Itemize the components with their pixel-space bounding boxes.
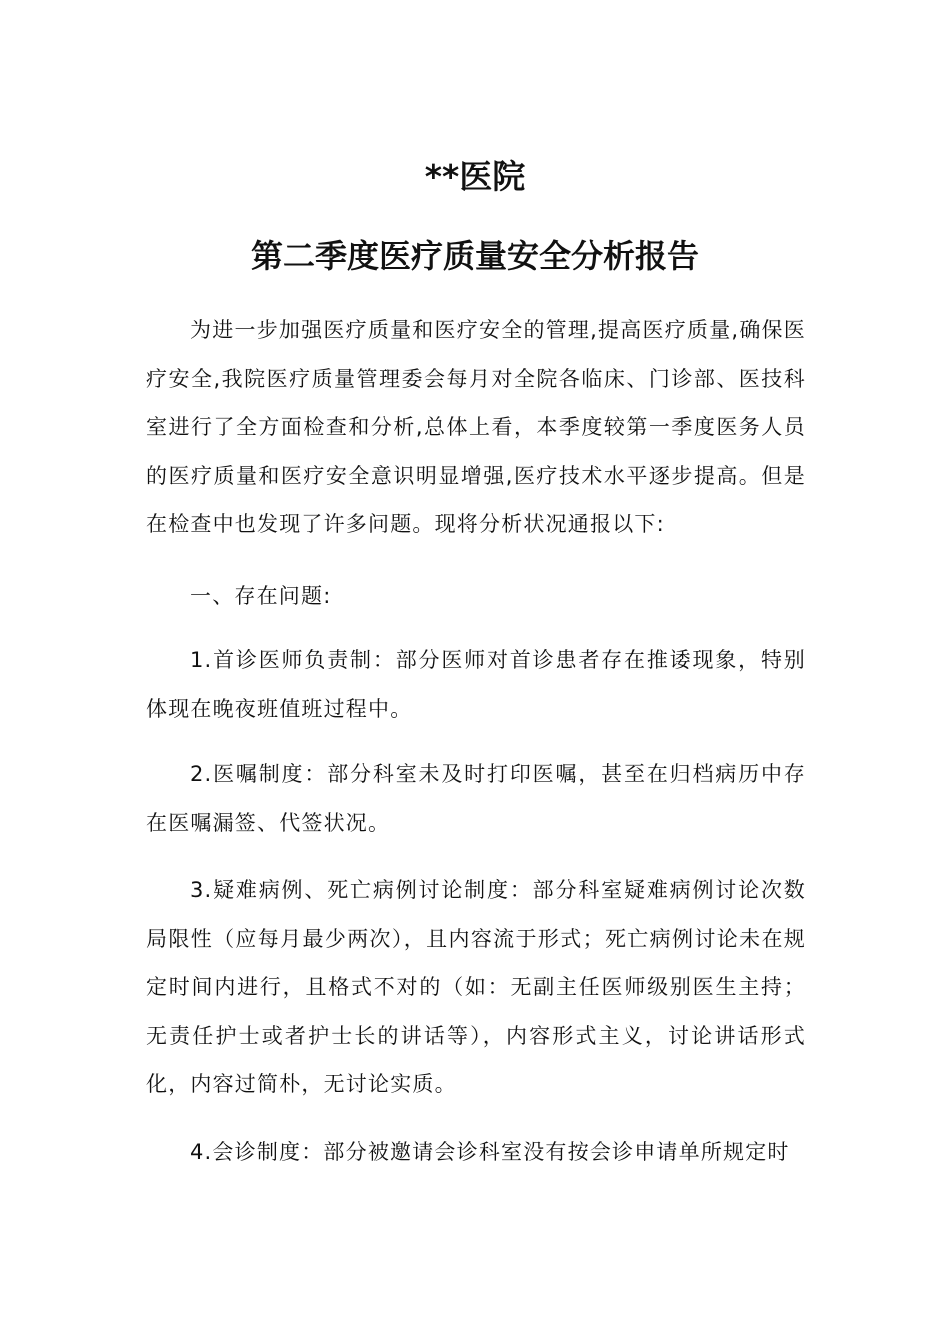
report-title: 第二季度医疗质量安全分析报告	[250, 237, 699, 275]
issue-item-1: 1.首诊医师负责制：部分医师对首诊患者存在推诿现象，特别体现在晚夜班值班过程中。	[146, 648, 806, 721]
issue-item-2: 2.医嘱制度：部分科室未及时打印医嘱，甚至在归档病历中存在医嘱漏签、代签状况。	[146, 762, 806, 835]
intro-paragraph: 为进一步加强医疗质量和医疗安全的管理,提高医疗质量,确保医疗安全,我院医疗质量管理委会每月对全院各临床、门诊部、医技科室进行了全方面检查和分析,总体上看，本季度较第一季度医务人员的医疗质量和医疗安全意识明显增强,医疗技术水平逐步提高。但是在检查中也发现了许多问题。现将分析状况通报以下:	[146, 318, 806, 536]
issue-item-4: 4.会诊制度：部分被邀请会诊科室没有按会诊申请单所规定时	[190, 1140, 790, 1164]
issue-item-3: 3.疑难病例、死亡病例讨论制度：部分科室疑难病例讨论次数局限性（应每月最少两次），且内容流于形式；死亡病例讨论未在规定时间内进行，且格式不对的（如：无副主任医师级别医生主持；无责任护士或者护士长的讲话等），内容形式主义，讨论讲话形式化，内容过简朴，无讨论实质。	[146, 878, 806, 1096]
hospital-title: **医院	[424, 157, 526, 196]
section-heading: 一、存在问题:	[190, 584, 332, 608]
